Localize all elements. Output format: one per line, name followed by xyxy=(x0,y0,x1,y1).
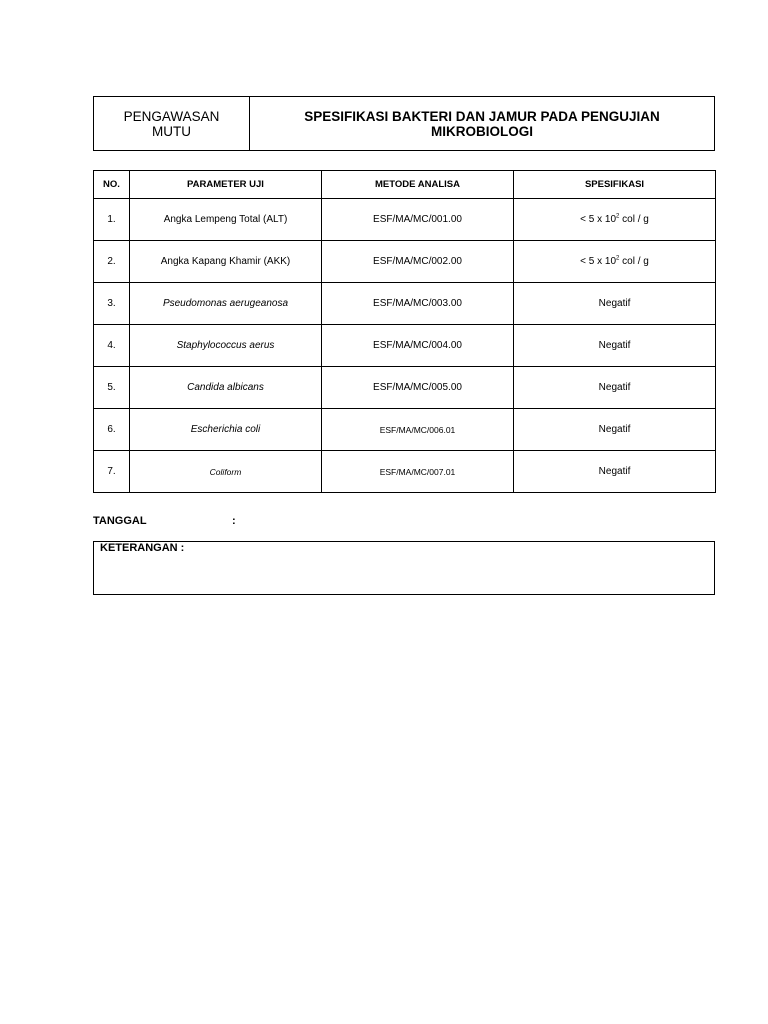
row-spesifikasi: Negatif xyxy=(514,451,716,493)
spec-suffix: col / g xyxy=(619,256,649,267)
row-spesifikasi xyxy=(514,199,716,241)
table-row xyxy=(94,199,716,241)
row-parameter: Candida albicans xyxy=(130,367,322,409)
row-spesifikasi: Negatif xyxy=(514,283,716,325)
spec-suffix: col / g xyxy=(619,214,649,225)
row-metode: ESF/MA/MC/001.00 xyxy=(322,199,514,241)
row-number: 6. xyxy=(94,409,130,451)
header-department xyxy=(94,97,250,150)
spec-prefix: < 5 x 10 xyxy=(580,256,617,267)
tanggal-colon: : xyxy=(232,515,236,527)
table-row xyxy=(94,241,716,283)
table-header-row xyxy=(94,171,716,199)
row-metode: ESF/MA/MC/004.00 xyxy=(322,325,514,367)
row-parameter: Angka Lempeng Total (ALT) xyxy=(130,199,322,241)
document-header xyxy=(93,96,715,151)
table-row xyxy=(94,409,716,451)
column-header-metode: METODE ANALISA xyxy=(322,171,514,199)
row-spesifikasi: Negatif xyxy=(514,325,716,367)
keterangan-box[interactable] xyxy=(93,541,715,595)
table-row xyxy=(94,451,716,493)
row-metode: ESF/MA/MC/003.00 xyxy=(322,283,514,325)
spec-prefix: < 5 x 10 xyxy=(580,214,617,225)
column-header-spesifikasi: SPESIFIKASI xyxy=(514,171,716,199)
row-parameter: Escherichia coli xyxy=(130,409,322,451)
table-row xyxy=(94,283,716,325)
header-department-line1: PENGAWASAN xyxy=(123,108,220,124)
row-metode: ESF/MA/MC/002.00 xyxy=(322,241,514,283)
row-number: 1. xyxy=(94,199,130,241)
header-title-line2: MIKROBIOLOGI xyxy=(431,123,533,139)
row-number: 3. xyxy=(94,283,130,325)
table-row xyxy=(94,367,716,409)
specification-table xyxy=(93,170,716,493)
keterangan-label: KETERANGAN : xyxy=(100,542,185,554)
row-number: 5. xyxy=(94,367,130,409)
row-number: 7. xyxy=(94,451,130,493)
spec-exponent: 2 xyxy=(616,213,620,220)
row-parameter: Angka Kapang Khamir (AKK) xyxy=(130,241,322,283)
row-spesifikasi: Negatif xyxy=(514,409,716,451)
header-title-line1: SPESIFIKASI BAKTERI DAN JAMUR PADA PENGUJIAN xyxy=(304,108,660,124)
row-number: 4. xyxy=(94,325,130,367)
header-department-line2: MUTU xyxy=(152,123,191,139)
row-parameter: Coliform xyxy=(130,451,322,493)
spec-exponent: 2 xyxy=(616,255,620,262)
row-number: 2. xyxy=(94,241,130,283)
tanggal-label: TANGGAL xyxy=(93,515,147,527)
row-parameter: Staphylococcus aerus xyxy=(130,325,322,367)
header-title xyxy=(250,97,714,150)
row-spesifikasi: Negatif xyxy=(514,367,716,409)
row-metode: ESF/MA/MC/007.01 xyxy=(322,451,514,493)
column-header-parameter: PARAMETER UJI xyxy=(130,171,322,199)
row-spesifikasi xyxy=(514,241,716,283)
column-header-no: NO. xyxy=(94,171,130,199)
row-metode: ESF/MA/MC/005.00 xyxy=(322,367,514,409)
row-parameter: Pseudomonas aerugeanosa xyxy=(130,283,322,325)
row-metode: ESF/MA/MC/006.01 xyxy=(322,409,514,451)
table-row xyxy=(94,325,716,367)
